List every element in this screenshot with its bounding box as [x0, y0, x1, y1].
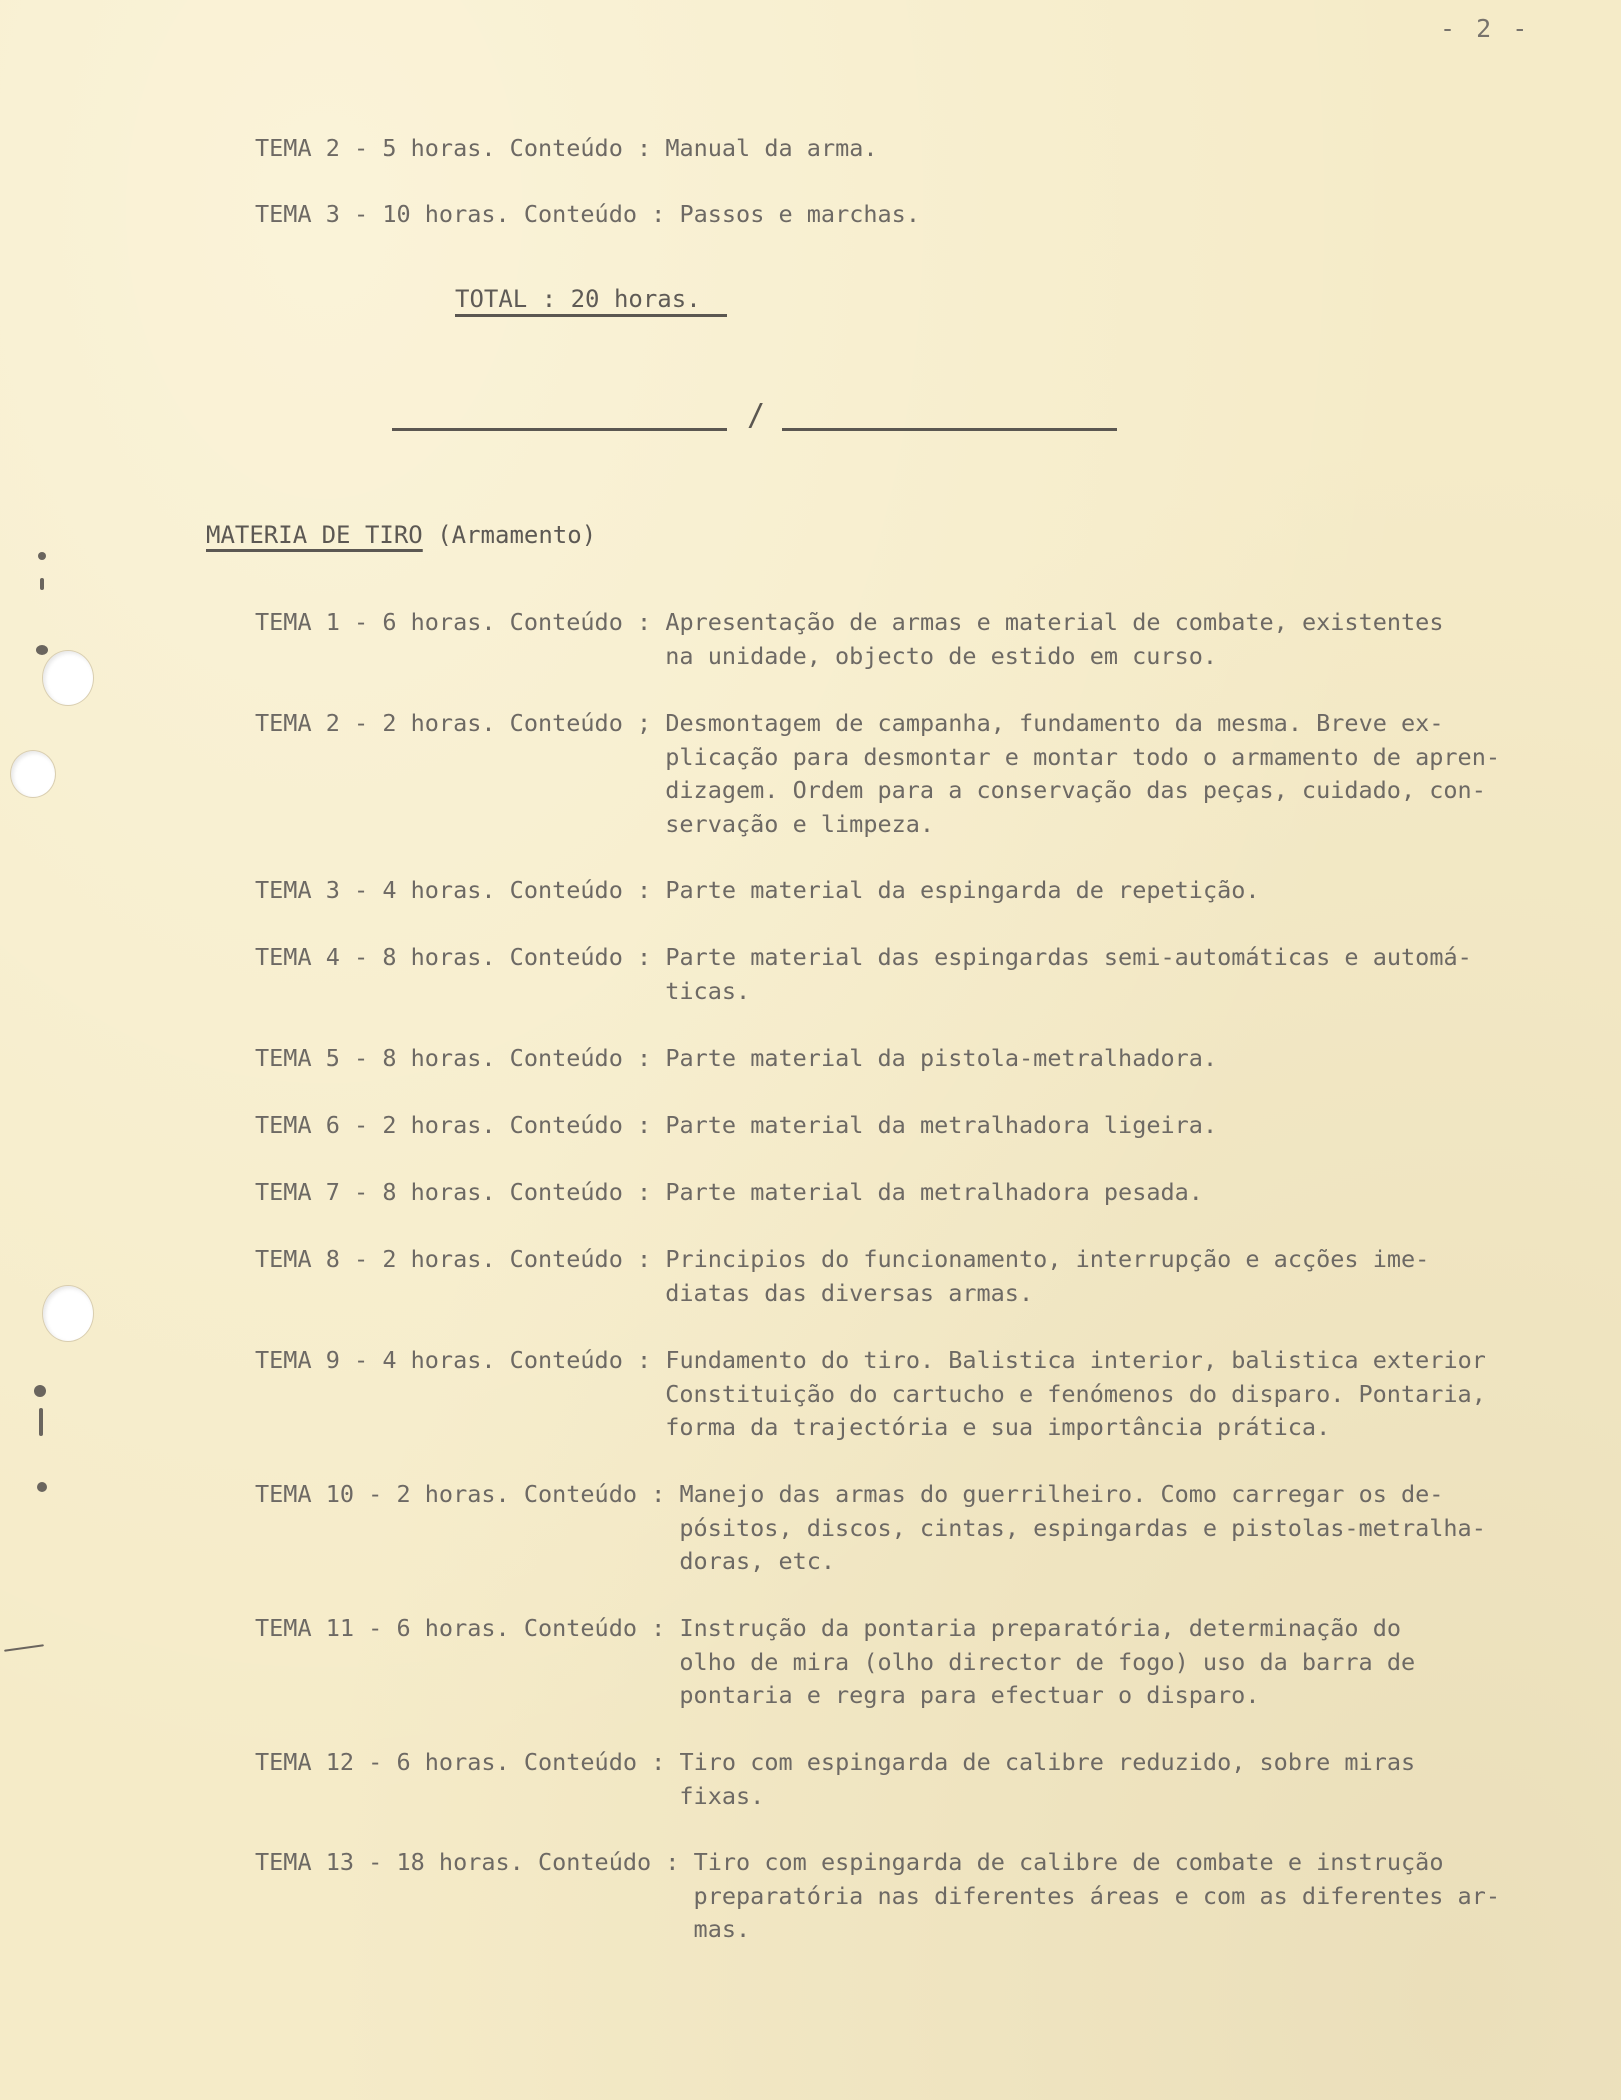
separator-line-left	[392, 428, 727, 431]
punch-hole	[42, 650, 94, 706]
topic-heading: TEMA 11 - 6 horas. Conteúdo :	[255, 1614, 680, 1642]
topic-content-line: ticas.	[665, 976, 751, 1005]
topic-first-line	[255, 1041, 1217, 1075]
topic-content-line: mas.	[693, 1915, 751, 1943]
topic-content-line: doras, etc.	[679, 1547, 836, 1575]
topic-first-line	[255, 1611, 1401, 1645]
topic-first-line	[255, 873, 1260, 907]
topic-content-line: Manejo das armas do guerrilheiro. Como carregar os de-	[679, 1480, 1444, 1508]
separator-slash: /	[747, 398, 766, 433]
topic-heading: TEMA 5 - 8 horas. Conteúdo :	[255, 1044, 666, 1072]
topic-content-line: Parte material da metralhadora pesada.	[665, 1178, 1203, 1206]
topic-first-line	[255, 605, 1443, 639]
topic-content-line: Manual da arma.	[665, 134, 878, 162]
topic-heading: TEMA 2 - 5 horas. Conteúdo :	[255, 134, 666, 162]
section-title-subtitle: (Armamento)	[422, 521, 597, 549]
topic-content-line: fixas.	[679, 1781, 765, 1810]
topic-first-line	[255, 197, 920, 231]
topic-content-line: Tiro com espingarda de calibre reduzido, sobre miras	[679, 1748, 1416, 1776]
topic-heading: TEMA 2 - 2 horas. Conteúdo ;	[255, 709, 666, 737]
topic-content-line: Constituição do cartucho e fenómenos do disparo. Pontaria,	[665, 1379, 1486, 1408]
topic-heading: TEMA 4 - 8 horas. Conteúdo :	[255, 943, 666, 971]
separator-line-right	[782, 428, 1117, 431]
topic-content-line: diatas das diversas armas.	[665, 1278, 1034, 1307]
topic-heading: TEMA 12 - 6 horas. Conteúdo :	[255, 1748, 680, 1776]
topic-content-line: plicação para desmontar e montar todo o armamento de apren-	[665, 742, 1500, 771]
section-title	[206, 518, 596, 552]
topic-first-line	[255, 1242, 1429, 1276]
topic-heading: TEMA 9 - 4 horas. Conteúdo :	[255, 1346, 666, 1374]
topic-first-line	[255, 1175, 1203, 1209]
topic-content-line: na unidade, objecto de estido em curso.	[665, 641, 1218, 670]
topic-first-line	[255, 1108, 1217, 1142]
topic-content-line: Instrução da pontaria preparatória, determinação do	[679, 1614, 1402, 1642]
margin-mark	[36, 645, 48, 655]
topic-heading: TEMA 10 - 2 horas. Conteúdo :	[255, 1480, 680, 1508]
topic-content-line: Parte material da espingarda de repetição.	[665, 876, 1260, 904]
topic-content-line: Parte material das espingardas semi-automáticas e automá-	[665, 943, 1472, 971]
topic-content-line: Desmontagem de campanha, fundamento da mesma. Breve ex-	[665, 709, 1444, 737]
topic-content-line: Parte material da pistola-metralhadora.	[665, 1044, 1218, 1072]
topic-content-line: servação e limpeza.	[665, 809, 935, 838]
topic-first-line	[255, 1845, 1443, 1879]
total-underline	[455, 314, 727, 317]
topic-first-line	[255, 940, 1472, 974]
punch-hole	[42, 1285, 94, 1342]
margin-mark	[34, 1385, 46, 1397]
topic-content-line: pontaria e regra para efectuar o disparo.	[679, 1681, 1260, 1709]
topic-content-line: Passos e marchas.	[679, 200, 920, 228]
topic-heading: TEMA 1 - 6 horas. Conteúdo :	[255, 608, 666, 636]
margin-mark	[38, 552, 46, 560]
topic-heading: TEMA 6 - 2 horas. Conteúdo :	[255, 1111, 666, 1139]
margin-mark	[39, 1408, 43, 1436]
topic-content-line: dizagem. Ordem para a conservação das peças, cuidado, con-	[665, 776, 1486, 804]
section-title-main: MATERIA DE TIRO	[206, 521, 423, 549]
topic-content-line: pósitos, discos, cintas, espingardas e pistolas-metralha-	[679, 1513, 1486, 1542]
topic-heading: TEMA 3 - 4 horas. Conteúdo :	[255, 876, 666, 904]
topic-first-line	[255, 1745, 1415, 1779]
topic-content-line: Principios do funcionamento, interrupção e acções ime-	[665, 1245, 1430, 1273]
topic-content-line: Parte material da metralhadora ligeira.	[665, 1111, 1218, 1139]
topic-heading: TEMA 3 - 10 horas. Conteúdo :	[255, 200, 680, 228]
topic-content-line: Tiro com espingarda de calibre de combate e instrução	[693, 1848, 1444, 1876]
total-hours: TOTAL : 20 horas.	[455, 285, 701, 313]
topic-heading: TEMA 13 - 18 horas. Conteúdo :	[255, 1848, 694, 1876]
topic-content-line: olho de mira (olho director de fogo) uso da barra de	[679, 1647, 1416, 1676]
topic-heading: TEMA 8 - 2 horas. Conteúdo :	[255, 1245, 666, 1273]
topic-first-line	[255, 1343, 1486, 1377]
topic-content-line: Apresentação de armas e material de combate, existentes	[665, 608, 1444, 636]
topic-content-line: preparatória nas diferentes áreas e com as diferentes ar-	[693, 1881, 1500, 1910]
topic-content-line: forma da trajectória e sua importância prática.	[665, 1413, 1331, 1441]
page-number: - 2 -	[1440, 14, 1531, 43]
topic-heading: TEMA 7 - 8 horas. Conteúdo :	[255, 1178, 666, 1206]
topic-content-line: Fundamento do tiro. Balistica interior, balistica exterior	[665, 1346, 1486, 1374]
margin-mark	[37, 1482, 47, 1492]
punch-hole	[10, 750, 56, 798]
topic-first-line	[255, 706, 1443, 740]
topic-first-line	[255, 131, 878, 165]
margin-mark	[40, 578, 44, 590]
topic-first-line	[255, 1477, 1443, 1511]
